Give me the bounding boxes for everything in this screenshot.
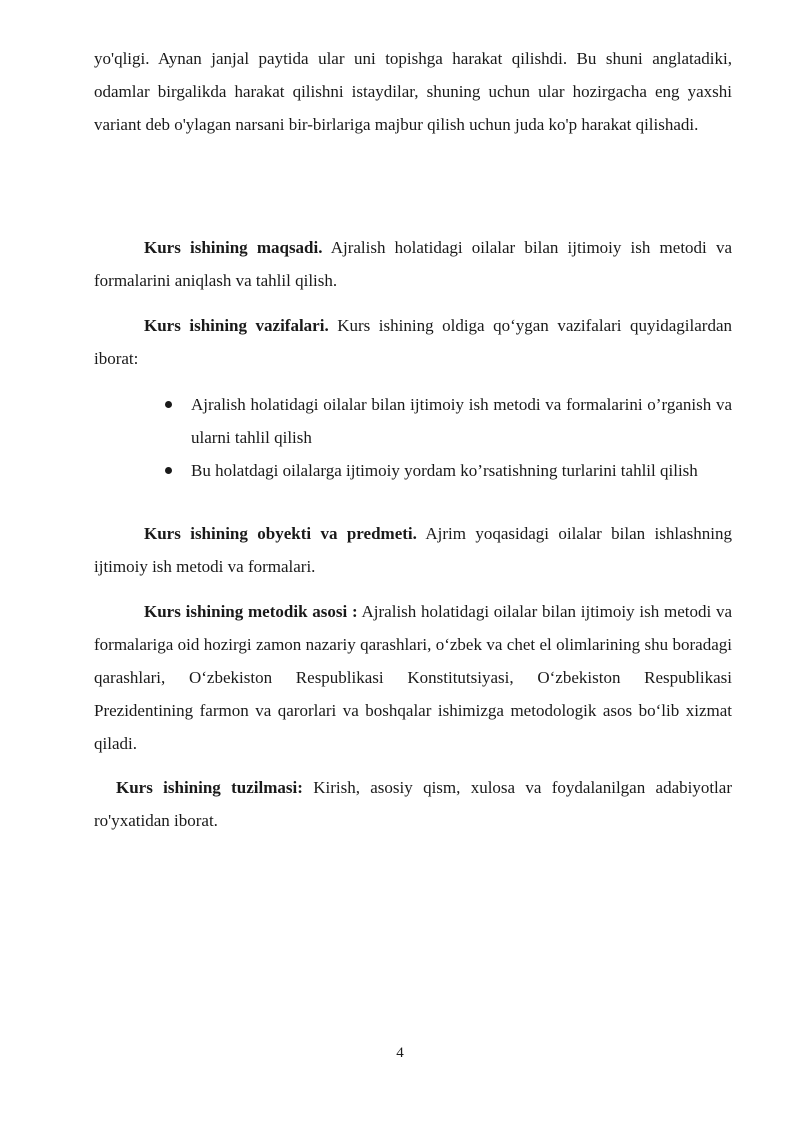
intro-continuation-paragraph xyxy=(94,42,732,141)
vazifalar-paragraph xyxy=(94,309,732,375)
tuzilma-heading: Kurs ishining tuzilmasi: xyxy=(116,778,303,797)
list-item xyxy=(160,454,732,487)
metodik-paragraph xyxy=(94,595,732,760)
bullet-text: Bu holatdagi oilalarga ijtimoiy yordam ko’rsatishning turlarini tahlil qilish xyxy=(191,461,698,480)
page-number: 4 xyxy=(396,1045,404,1061)
maqsad-text: Ajralish holatidagi oilalar bilan ijtimoiy ish metodi va formalarini aniqlash va tahlil qilish. xyxy=(94,238,732,290)
vazifalar-heading: Kurs ishining vazifalari. xyxy=(144,316,329,335)
obyekt-text: Ajrim yoqasidagi oilalar bilan ishlashning ijtimoiy ish metodi va formalari. xyxy=(94,524,732,576)
vazifalar-text: Kurs ishining oldiga qo‘ygan vazifalari quyidagilardan iborat: xyxy=(94,316,732,368)
bullet-icon xyxy=(165,467,172,474)
bullet-icon xyxy=(165,401,172,408)
vazifalar-bullet-list xyxy=(160,388,732,487)
tuzilma-text: Kirish, asosiy qism, xulosa va foydalanilgan adabiyotlar ro'yxatidan iborat. xyxy=(94,778,732,830)
maqsad-paragraph xyxy=(94,231,732,297)
intro-continuation-text: yo'qligi. Aynan janjal paytida ular uni topishga harakat qilishdi. Bu shuni anglatadiki, odamlar birgalikda harakat qilishni istaydilar, shuning uchun ular hozirgacha eng yaxshi variant deb o'ylagan narsani bir-birlariga majbur qilish uchun juda ko'p harakat qilishadi. xyxy=(94,49,732,134)
bullet-text: Ajralish holatidagi oilalar bilan ijtimoiy ish metodi va formalarini o’rganish va ularni tahlil qilish xyxy=(191,395,732,447)
obyekt-heading: Kurs ishining obyekti va predmeti. xyxy=(144,524,417,543)
maqsad-heading: Kurs ishining maqsadi. xyxy=(144,238,323,257)
list-item xyxy=(160,388,732,454)
obyekt-paragraph xyxy=(94,517,732,583)
metodik-heading: Kurs ishining metodik asosi : xyxy=(144,602,358,621)
metodik-text: Ajralish holatidagi oilalar bilan ijtimoiy ish metodi va formalariga oid hozirgi zamon nazariy qarashlari, o‘zbek va chet el olimlarining shu boradagi qarashlari, O‘zbekiston Respublikasi Konstitutsiyasi, O‘zbekiston Respublikasi Prezidentining farmon va qarorlari va boshqalar ishimizga metodologik asos bo‘lib xizmat qiladi. xyxy=(94,602,732,753)
tuzilma-paragraph xyxy=(94,771,732,837)
